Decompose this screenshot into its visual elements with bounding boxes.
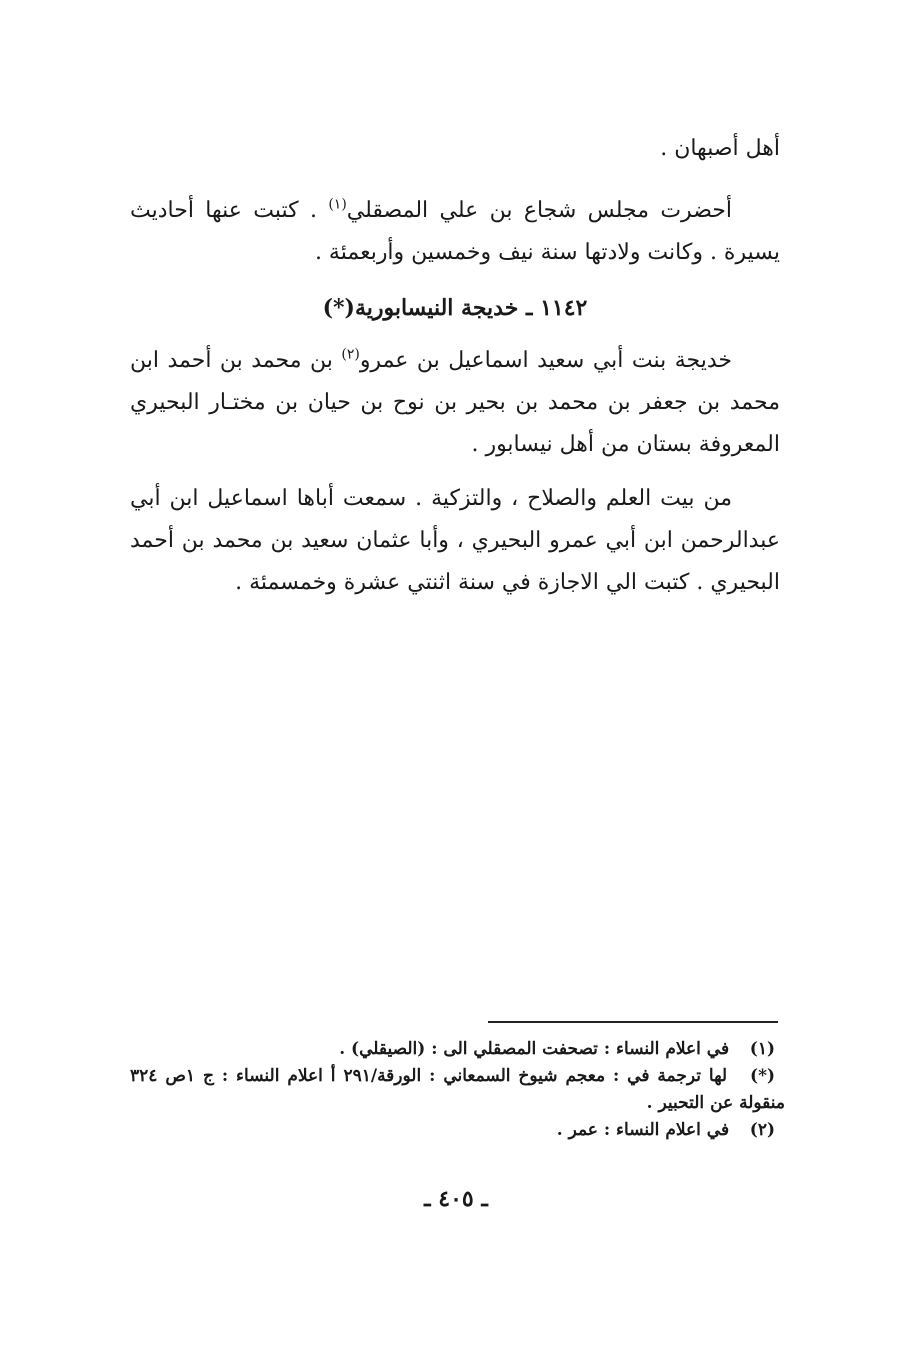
- footnote-divider: [488, 1021, 778, 1023]
- footnote-text: لها ترجمة في : معجم شيوخ السمعاني : الورقة/٢٩١ أ اعلام النساء : ج ١ص ٣٢٤ منقولة عن التحبير .: [130, 1066, 785, 1113]
- paragraph-previous-entry: [130, 190, 780, 274]
- footnote-reference-1: (١): [328, 196, 347, 213]
- paragraph-entry-details: من بيت العلم والصلاح ، والتزكية . سمعت أباها اسماعيل ابن أبي عبدالرحمن ابن أبي عمرو البحيري ، وأبا عثمان سعيد بن محمد بن أحمد البحيري . كتبت الي الاجازة في سنة اثنتي عشرة وخمسمئة .: [130, 486, 780, 595]
- footnote-reference-2: (٢): [341, 346, 360, 363]
- footnote: [130, 1036, 785, 1063]
- paragraph-text: أحضرت مجلس شجاع بن علي المصقلي: [346, 198, 732, 223]
- footnote-marker: (٢): [749, 1120, 775, 1140]
- footnote: [130, 1063, 785, 1117]
- footnote-marker: (١): [749, 1039, 775, 1059]
- paragraph-entry-lineage: [130, 340, 780, 466]
- paragraph-text: . كتبت عنها أحاديث يسيرة . وكانت ولادتها سنة نيف وخمسين وأربعمئة .: [130, 198, 780, 265]
- footnotes: [130, 1036, 785, 1144]
- paragraph-text: بن محمد بن أحمد ابن محمد بن جعفر بن محمد بن بحير بن نوح بن حيان بن مختـار البحيري المعروفة بستان من أهل نيسابور .: [130, 348, 780, 457]
- page-number: ـ ٤٠٥ ـ: [424, 1186, 488, 1212]
- paragraph-text: خديجة بنت أبي سعيد اسماعيل بن عمرو: [359, 348, 732, 373]
- entry-heading: ١١٤٢ ـ خديجة النيسابورية(*): [322, 295, 588, 321]
- footnote-text: في اعلام النساء : تصحفت المصقلي الى : (الصيقلي) .: [339, 1039, 730, 1059]
- footnote-text: في اعلام النساء : عمر .: [556, 1120, 730, 1140]
- footnote-marker: (*): [750, 1066, 776, 1086]
- footnote: [130, 1117, 785, 1144]
- continuation-line: أهل أصبهان .: [660, 136, 780, 161]
